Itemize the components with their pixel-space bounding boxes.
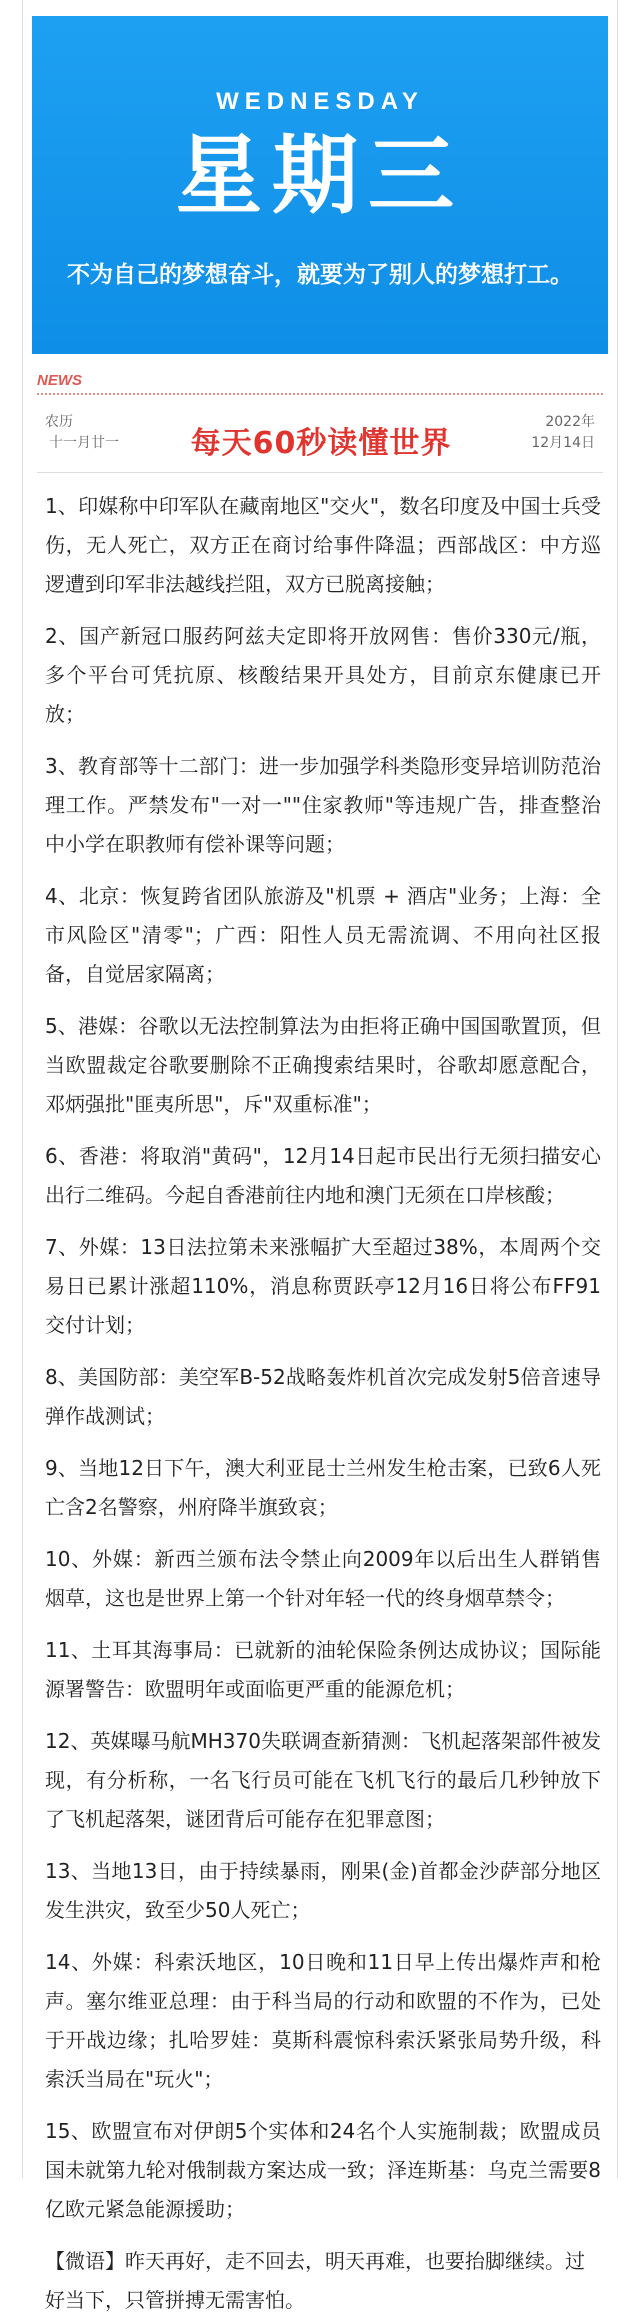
news-list: [45, 487, 601, 2320]
news-item-10: 10、外媒：新西兰颁布法令禁止向2009年以后出生人群销售烟草，这也是世界上第一个针对年轻一代的终身烟草禁令；: [45, 1547, 601, 1610]
news-item-15: 15、欧盟宣布对伊朗5个实体和24名个人实施制裁；欧盟成员国未就第九轮对俄制裁方案达成一致；泽连斯基：乌克兰需要8亿欧元紧急能源援助；: [45, 2119, 601, 2221]
news-item-3: 3、教育部等十二部门：进一步加强学科类隐形变异培训防范治理工作。严禁发布"一对一""住家教师"等违规广告，排查整治中小学在职教师有偿补课等问题；: [45, 754, 601, 856]
news-item-5: 5、港媒：谷歌以无法控制算法为由拒将正确中国国歌置顶，但当欧盟裁定谷歌要删除不正确搜索结果时，谷歌却愿意配合，邓炳强批"匪夷所思"，斥"双重标准"；: [45, 1014, 601, 1116]
news-item-2: 2、国产新冠口服药阿兹夫定即将开放网售：售价330元/瓶，多个平台可凭抗原、核酸结果开具处方，目前京东健康已开放；: [45, 624, 601, 726]
date-header: [23, 408, 619, 470]
lunar-date: [45, 412, 145, 454]
news-item-11: 11、土耳其海事局：已就新的油轮保险条例达成协议；国际能源署警告：欧盟明年或面临更严重的能源危机；: [45, 1638, 601, 1701]
news-item-1: 1、印媒称中印军队在藏南地区"交火"，数名印度及中国士兵受伤，无人死亡，双方正在商讨给事件降温；西部战区：中方巡逻遭到印军非法越线拦阻，双方已脱离接触；: [45, 494, 601, 596]
header-divider: [37, 472, 603, 473]
lunar-label: 农历: [45, 414, 73, 430]
weekday-english: WEDNESDAY: [216, 88, 424, 115]
news-item-4: 4、北京：恢复跨省团队旅游及"机票 + 酒店"业务；上海：全市风险区"清零"；广西：阳性人员无需流调、不用向社区报备，自觉居家隔离；: [45, 884, 601, 986]
banner-slogan: 不为自己的梦想奋斗，就要为了别人的梦想打工。: [67, 262, 573, 288]
lunar-day: 十一月廿一: [49, 435, 119, 451]
news-item-14: 14、外媒：科索沃地区，10日晚和11日早上传出爆炸声和枪声。塞尔维亚总理：由于科当局的行动和欧盟的不作为，已处于开战边缘；扎哈罗娃：莫斯科震惊科索沃紧张局势升级，科索沃当局在"玩火"；: [45, 1950, 601, 2091]
news-tag: NEWS: [37, 372, 82, 389]
news-dotted-divider: [37, 393, 603, 395]
gregorian-date: [495, 412, 595, 454]
news-item-8: 8、美国防部：美空军B-52战略轰炸机首次完成发射5倍音速导弹作战测试；: [45, 1365, 601, 1428]
gregorian-day: 12月14日: [531, 435, 595, 451]
news-item-12: 12、英媒曝马航MH370失联调查新猜测：飞机起落架部件被发现，有分析称，一名飞行员可能在飞机飞行的最后几秒钟放下了飞机起落架，谜团背后可能存在犯罪意图；: [45, 1729, 601, 1831]
news-item-6: 6、香港：将取消"黄码"，12月14日起市民出行无须扫描安心出行二维码。今起自香港前往内地和澳门无须在口岸核酸；: [45, 1144, 601, 1207]
page-title: 每天60秒读懂世界: [190, 426, 452, 461]
news-item-9: 9、当地12日下午，澳大利亚昆士兰州发生枪击案，已致6人死亡含2名警察，州府降半旗致哀；: [45, 1456, 601, 1519]
article-page: [22, 0, 618, 2312]
news-item-13: 13、当地13日，由于持续暴雨，刚果(金)首都金沙萨部分地区发生洪灾，致至少50人死亡；: [45, 1859, 601, 1922]
gregorian-year: 2022年: [545, 414, 595, 430]
weekday-chinese: 星期三: [176, 126, 464, 226]
weekday-banner: [32, 16, 608, 354]
daily-quote: 【微语】昨天再好，走不回去，明天再难，也要抬脚继续。过好当下，只管拼搏无需害怕。: [45, 2249, 585, 2312]
news-item-7: 7、外媒：13日法拉第未来涨幅扩大至超过38%，本周两个交易日已累计涨超110%，消息称贾跃亭12月16日将公布FF91交付计划；: [45, 1235, 601, 1337]
